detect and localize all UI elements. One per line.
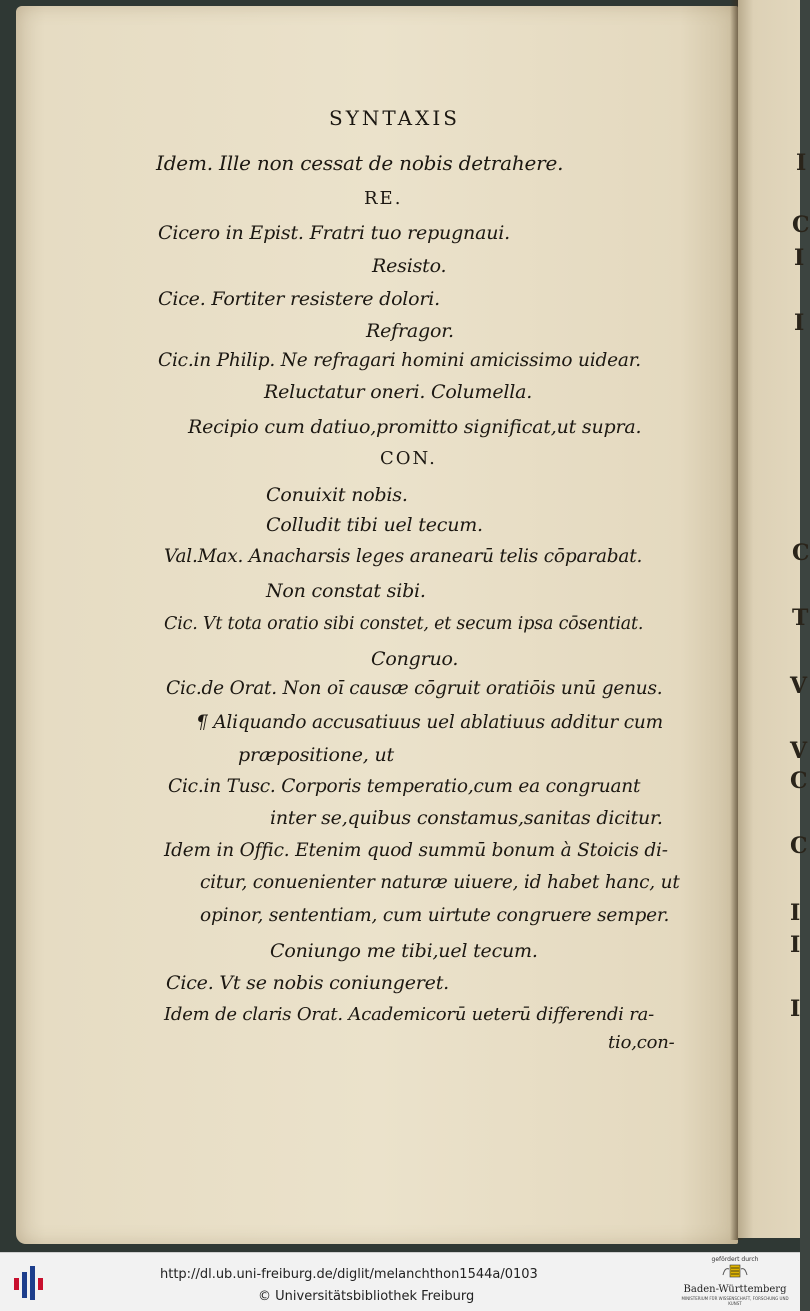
text-line: Recipio cum datiuo,promitto significat,ut supra.: [188, 416, 642, 438]
text-line: Val.Max. Anacharsis leges aranearū telis cōparabat.: [164, 546, 643, 567]
section-heading: RE.: [364, 188, 403, 209]
text-line: Idem de claris Orat. Academicorū ueterū differendi ra-: [164, 1004, 655, 1025]
text-line: Resisto.: [372, 255, 447, 277]
facing-page-letter: I: [796, 150, 807, 176]
facing-page-letter: I: [790, 932, 801, 958]
coat-of-arms-icon: [721, 1263, 749, 1279]
facing-page-letter: V: [790, 673, 808, 699]
facing-page-edge: [738, 0, 810, 1238]
text-line: Cic.in Philip. Ne refragari homini amicissimo uidear.: [158, 350, 641, 371]
facing-page-letter: C: [792, 540, 810, 566]
text-line: opinor, sententiam, cum uirtute congruere semper.: [200, 905, 670, 926]
permalink[interactable]: http://dl.ub.uni-freiburg.de/diglit/melanchthon1544a/0103: [160, 1267, 538, 1282]
text-line: præpositione, ut: [238, 744, 394, 766]
section-heading: CON.: [380, 448, 437, 469]
copyright-notice: © Universitätsbibliothek Freiburg: [258, 1289, 475, 1304]
text-line: Idem in Offic. Etenim quod summū bonum à Stoicis di-: [164, 840, 668, 861]
text-line: Cic.de Orat. Non oī causæ cōgruit oratiōis unū genus.: [166, 678, 663, 699]
facing-page-letter: C: [792, 212, 810, 238]
text-line: Coniungo me tibi,uel tecum.: [270, 940, 538, 962]
book-page: [16, 6, 738, 1244]
text-line: Conuixit nobis.: [266, 484, 408, 506]
text-line: Refragor.: [366, 320, 454, 342]
text-line: Congruo.: [371, 648, 459, 670]
text-line: Cicero in Epist. Fratri tuo repugnaui.: [158, 222, 510, 244]
running-head: SYNTAXIS: [329, 106, 460, 130]
text-line: Cice. Fortiter resistere dolori.: [158, 288, 441, 310]
facing-page-letter: I: [790, 900, 801, 926]
sponsor-caption: gefördert durch: [711, 1256, 759, 1263]
text-line: Idem. Ille non cessat de nobis detrahere.: [156, 151, 564, 175]
sponsor-logo[interactable]: [680, 1256, 790, 1308]
text-line: Cic. Vt tota oratio sibi constet, et secum ipsa cōsentiat.: [164, 614, 644, 634]
facing-page-letter: I: [794, 310, 805, 336]
text-line: ¶ Aliquando accusatiuus uel ablatiuus additur cum: [196, 712, 663, 733]
facing-page-letter: I: [794, 245, 805, 271]
text-line: Non constat sibi.: [266, 580, 426, 602]
facing-page-letter: C: [790, 768, 808, 794]
text-line: citur, conuenienter naturæ uiuere, id habet hanc, ut: [200, 872, 680, 893]
text-line: Colludit tibi uel tecum.: [266, 514, 483, 536]
text-line: Cic.in Tusc. Corporis temperatio,cum ea congruant: [168, 776, 641, 797]
facing-page-letter: C: [790, 833, 808, 859]
catchword: tio,con-: [608, 1032, 675, 1053]
text-line: Cice. Vt se nobis coniungeret.: [166, 972, 449, 994]
facing-page-letter: I: [790, 996, 801, 1022]
facing-page-letter: V: [790, 738, 808, 764]
sponsor-ministry: MINISTERIUM FÜR WISSENSCHAFT, FORSCHUNG UND KUNST: [681, 1296, 789, 1306]
library-logo-icon[interactable]: [10, 1262, 52, 1304]
sponsor-name: Baden-Württemberg: [683, 1284, 787, 1295]
text-line: inter se,quibus constamus,sanitas dicitur.: [270, 807, 663, 829]
facing-page-letter: T: [792, 605, 809, 631]
text-line: Reluctatur oneri. Columella.: [264, 381, 533, 403]
viewer-footer: [0, 1252, 800, 1311]
